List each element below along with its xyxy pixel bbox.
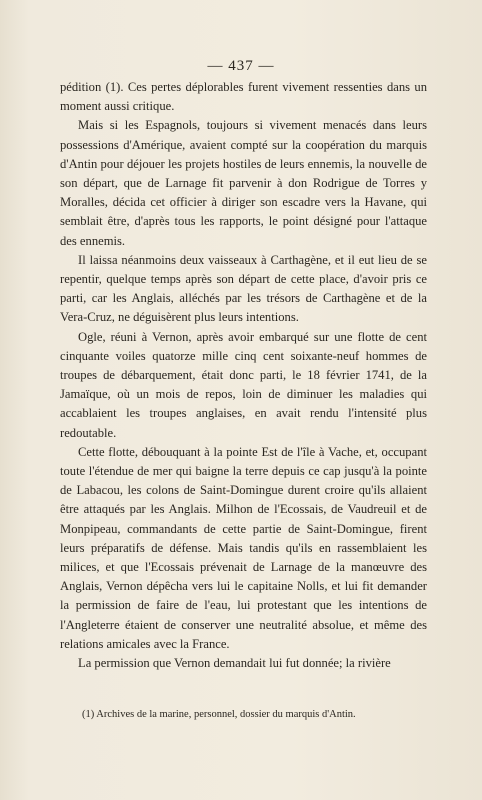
paragraph-continuation: pédition (1). Ces pertes déplorables furent vivement ressenties dans un moment aussi critique. bbox=[60, 80, 427, 114]
paragraph: La permission que Vernon demandait lui fut donnée; la rivière bbox=[78, 656, 391, 671]
paragraph: Il laissa néanmoins deux vaisseaux à Carthagène, et il eut lieu de se repentir, quelque temps après son départ de cette place, d'avoir pris ce parti, car les Anglais, alléchés par les trésors de Carthagène et de la Vera-Cruz, ne déguisèrent plus leurs intentions. bbox=[60, 252, 427, 325]
paragraph: Mais si les Espagnols, toujours si vivement menacés dans leurs possessions d'Amérique, avaient compté sur la coopération du marquis d'Antin pour déjouer les projets hostiles de leurs ennemis, la nouvelle de son départ, que de Larnage fit parvenir à don Rodrigue de Torres y Moralles, décida cet officier à diriger son escadre vers la Havane, qui semblait être, d'après tous les rapports, le point désigné pour l'attaque des ennemis. bbox=[60, 118, 427, 248]
paragraph: Ogle, réuni à Vernon, après avoir embarqué sur une flotte de cent cinquante voiles quatorze mille cinq cent soixante-neuf hommes de troupes de débarquement, était donc parti, le 18 février 1741, de la Jamaïque, où un mois de repos, loin de diminuer les maladies qui accablaient les troupes anglaises, en avait rendu l'intensité plus redoutable. bbox=[60, 329, 427, 440]
body-text bbox=[60, 78, 427, 673]
page-number: — 437 — bbox=[207, 58, 275, 74]
footnote: (1) Archives de la marine, personnel, dossier du marquis d'Antin. bbox=[82, 709, 356, 720]
paragraph: Cette flotte, débouquant à la pointe Est de l'île à Vache, et, occupant toute l'étendue de mer qui baigne la terre depuis ce cap jusqu'à la pointe de Labacou, les colons de Saint-Domingue durent croire qu'ils allaient être attaqués par les Anglais. Milhon de l'Ecossais, de Vaudreuil et de Monpipeau, commandants de cette partie de Saint-Domingue, firent leurs préparatifs de défense. Mais tandis qu'ils en rassemblaient les milices, et que l'Ecossais prévenait de Larnage de la manœuvre des Anglais, Vernon dépêcha vers lui le capitaine Nolls, et lui fit demander la permission de faire de l'eau, lui protestant que les intentions de l'Angleterre étaient de conserver une neutralité absolue, et même des relations amicales avec la France. bbox=[60, 444, 427, 651]
